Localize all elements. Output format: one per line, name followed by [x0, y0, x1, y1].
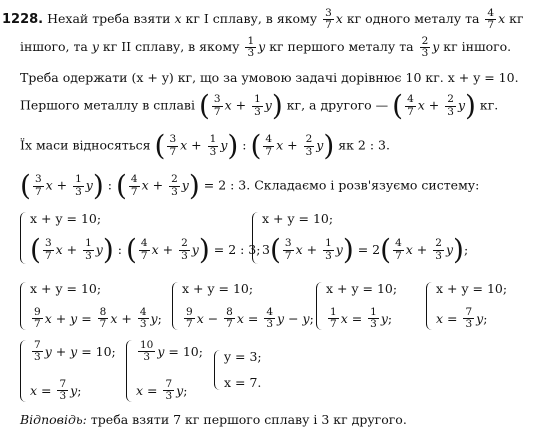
- fraction: $\frac{2}{3}$: [421, 35, 429, 60]
- answer-line: [20, 414, 407, 427]
- var-x: x: [174, 11, 182, 27]
- line-2-text-b: кг ІІ сплаву, в якому: [102, 39, 240, 55]
- line-2-text-d: кг іншого.: [443, 39, 512, 55]
- system-5: x + y = 10; $\frac{1}{7}$ x = $\frac{1}{3}$ y ;: [316, 282, 397, 330]
- system-7: $\frac{7}{3}$ y + y = 10; x = $\frac{7}{3}$ y ;: [20, 340, 116, 402]
- line-6: ( $\frac{3}{7}$ x + $\frac{1}{3}$ y) : ( $\frac{4}{7}$ x + $\frac{2}{3}$ y) = 2 : 3. Складаємо і розв'язуємо систему:: [20, 169, 480, 202]
- system-3: x + y = 10; $\frac{9}{7}$ x + y = $\frac{8}{7}$ x + $\frac{4}{3}$ y ;: [20, 282, 162, 330]
- line-1-text-c: кг одного металу та: [346, 11, 480, 27]
- system-1: x + y = 10; ( $\frac{3}{7}$ x + $\frac{1}{3}$ y ) : ( $\frac{4}{7}$ x + $\frac{2}{3}$ y ) = 2 : 3;: [20, 212, 260, 264]
- answer-label: Відповідь:: [20, 412, 87, 427]
- problem-number: 1228.: [2, 12, 44, 28]
- line-2: іншого, та y кг ІІ сплаву, в якому $\frac{1}{3}$ y кг першого металу та $\frac{2}{3}$ y кг іншого.: [20, 35, 512, 60]
- system-6: x + y = 10; x = $\frac{7}{3}$ y ;: [426, 282, 507, 330]
- answer-text: треба взяти 7 кг першого сплаву і 3 кг другого.: [90, 412, 407, 427]
- line-1: 1228. Нехай треба взяти x кг І сплаву, в якому $\frac{3}{7}$ x кг одного металу та $\frac{4}{7}$ x кг: [2, 7, 524, 32]
- system-4: x + y = 10; $\frac{9}{7}$ x − $\frac{8}{7}$ x = $\frac{4}{3}$ y − y ;: [172, 282, 314, 330]
- system-9: y = 3; x = 7.: [214, 350, 262, 390]
- system-2: x + y = 10; 3 ( $\frac{3}{7}$ x + $\frac{1}{3}$ y ) = 2 ( $\frac{4}{7}$ x + $\frac{2}{3}$ y ) ;: [252, 212, 468, 264]
- line-4: Першого металлу в сплаві ( $\frac{3}{7}$ x + $\frac{1}{3}$ y) кг, а другого — ( $\frac{4}{7}$ x + $\frac{2}{3}$ y) кг.: [20, 89, 499, 122]
- line-1-text-b: кг І сплаву, в якому: [185, 11, 318, 27]
- fraction: $\frac{4}{7}$: [487, 7, 495, 32]
- line-1-text-d: кг: [509, 11, 524, 27]
- system-8: $\frac{10}{3}$ y = 10; x = $\frac{7}{3}$ y ;: [126, 340, 203, 402]
- line-2-text-a: іншого, та: [20, 39, 88, 55]
- line-3: Треба одержати (x + y) кг, що за умовою задачі дорівнює 10 кг. x + y = 10.: [20, 70, 519, 85]
- line-1-text-a: Нехай треба взяти: [47, 11, 171, 27]
- line-5: Їх маси відносяться ( $\frac{3}{7}$ x + $\frac{1}{3}$ y) : ( $\frac{4}{7}$ x + $\frac{2}{3}$ y) як 2 : 3.: [20, 129, 390, 162]
- fraction: $\frac{3}{7}$: [325, 7, 332, 32]
- fraction: $\frac{1}{3}$: [247, 35, 255, 60]
- line-2-text-c: кг першого металу та: [269, 39, 414, 55]
